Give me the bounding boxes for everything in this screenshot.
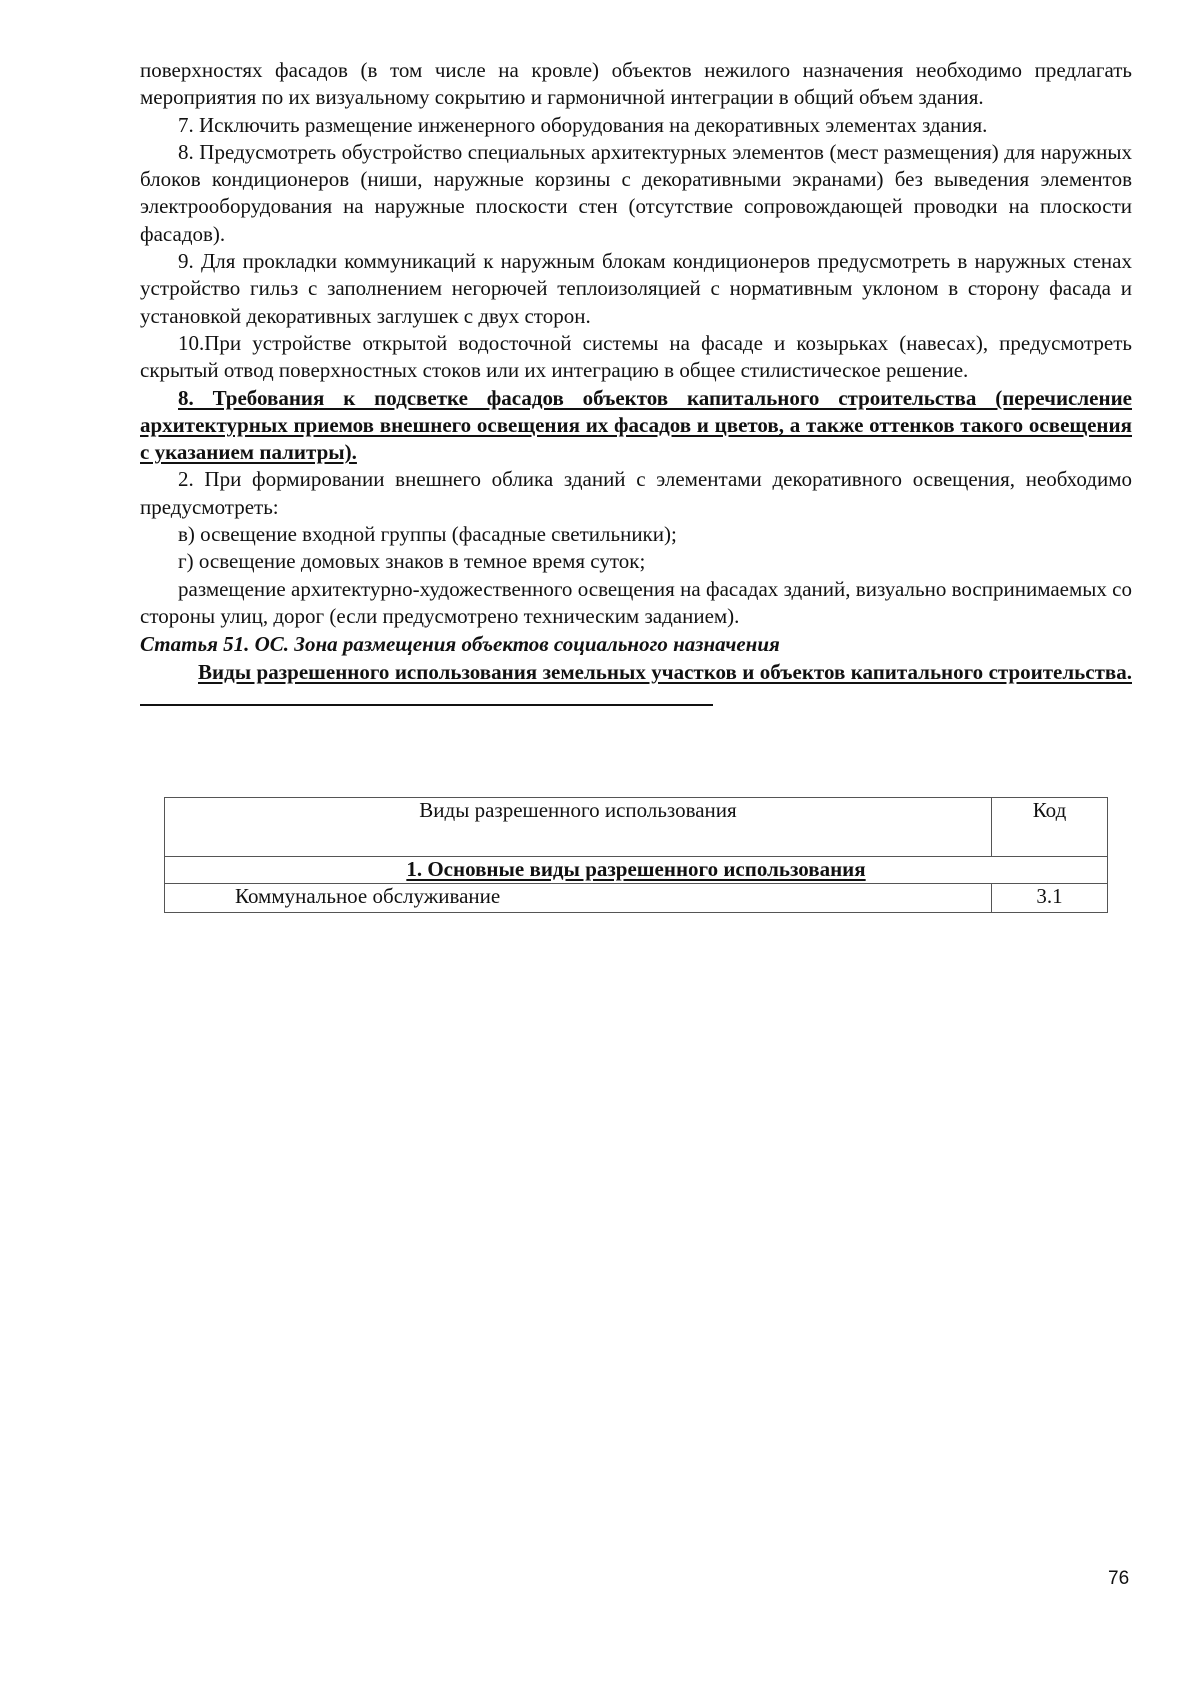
page-number: 76: [1108, 1568, 1130, 1589]
group-title: 1. Основные виды разрешенного использования: [406, 857, 866, 881]
list-item-v: в) освещение входной группы (фасадные светильники);: [178, 522, 677, 547]
table-group-row: [165, 857, 1108, 884]
land-use-table: [164, 797, 1108, 913]
paragraph-8: 8. Предусмотреть обустройство специальных архитектурных элементов (мест размещения) для наружных блоков кондиционеров (ниши, наружные корзины с декоративными экранами) без выведения элементов электрооборудования на наружные плоскости стен (отсутствие сопровождающей проводки на плоскости фасадов).: [140, 139, 1132, 246]
row-name-cell: Коммунальное обслуживание: [165, 884, 992, 913]
paragraph-lighting: размещение архитектурно-художественного освещения на фасадах зданий, визуально воспринимаемых со стороны улиц, дорог (если предусмотрено техническим заданием).: [140, 576, 1132, 628]
fill-underline: [140, 703, 713, 706]
table-row: [165, 884, 1108, 913]
group-title-cell: [165, 857, 1108, 884]
article-subheading: Виды разрешенного использования земельных участков и объектов капитального строительства.: [198, 659, 1132, 684]
row-code-cell: 3.1: [992, 884, 1108, 913]
article-title: Статья 51. ОС. Зона размещения объектов социального назначения: [140, 632, 780, 657]
header-code-cell: Код: [992, 798, 1108, 857]
paragraph-10: 10.При устройстве открытой водосточной системы на фасаде и козырьках (навесах), предусмотреть скрытый отвод поверхностных стоков или их интеграцию в общее стилистическое решение.: [140, 330, 1132, 383]
section-8-heading: 8. Требования к подсветке фасадов объектов капитального строительства (перечисление архитектурных приемов внешнего освещения их фасадов и цветов, а также оттенков такого освещения с указанием палитры).: [140, 385, 1132, 465]
paragraph-9: 9. Для прокладки коммуникаций к наружным блокам кондиционеров предусмотреть в наружных стенах устройство гильз с заполнением негорючей теплоизоляцией с нормативным уклоном в сторону фасада и установкой декоративных заглушек с двух сторон.: [140, 249, 1132, 328]
paragraph-7: 7. Исключить размещение инженерного оборудования на декоративных элементах здания.: [178, 112, 988, 137]
article-subheading-block: [140, 659, 1132, 714]
list-item-g: г) освещение домовых знаков в темное время суток;: [178, 549, 646, 574]
document-body: [140, 57, 1132, 713]
table-header-row: [165, 798, 1108, 857]
header-name-cell: Виды разрешенного использования: [165, 798, 992, 857]
paragraph-continuation: поверхностях фасадов (в том числе на кровле) объектов нежилого назначения необходимо предлагать мероприятия по их визуальному сокрытию и гармоничной интеграции в общий объем здания.: [140, 58, 1132, 110]
paragraph-2: 2. При формировании внешнего облика зданий с элементами декоративного освещения, необходимо предусмотреть:: [140, 467, 1132, 519]
